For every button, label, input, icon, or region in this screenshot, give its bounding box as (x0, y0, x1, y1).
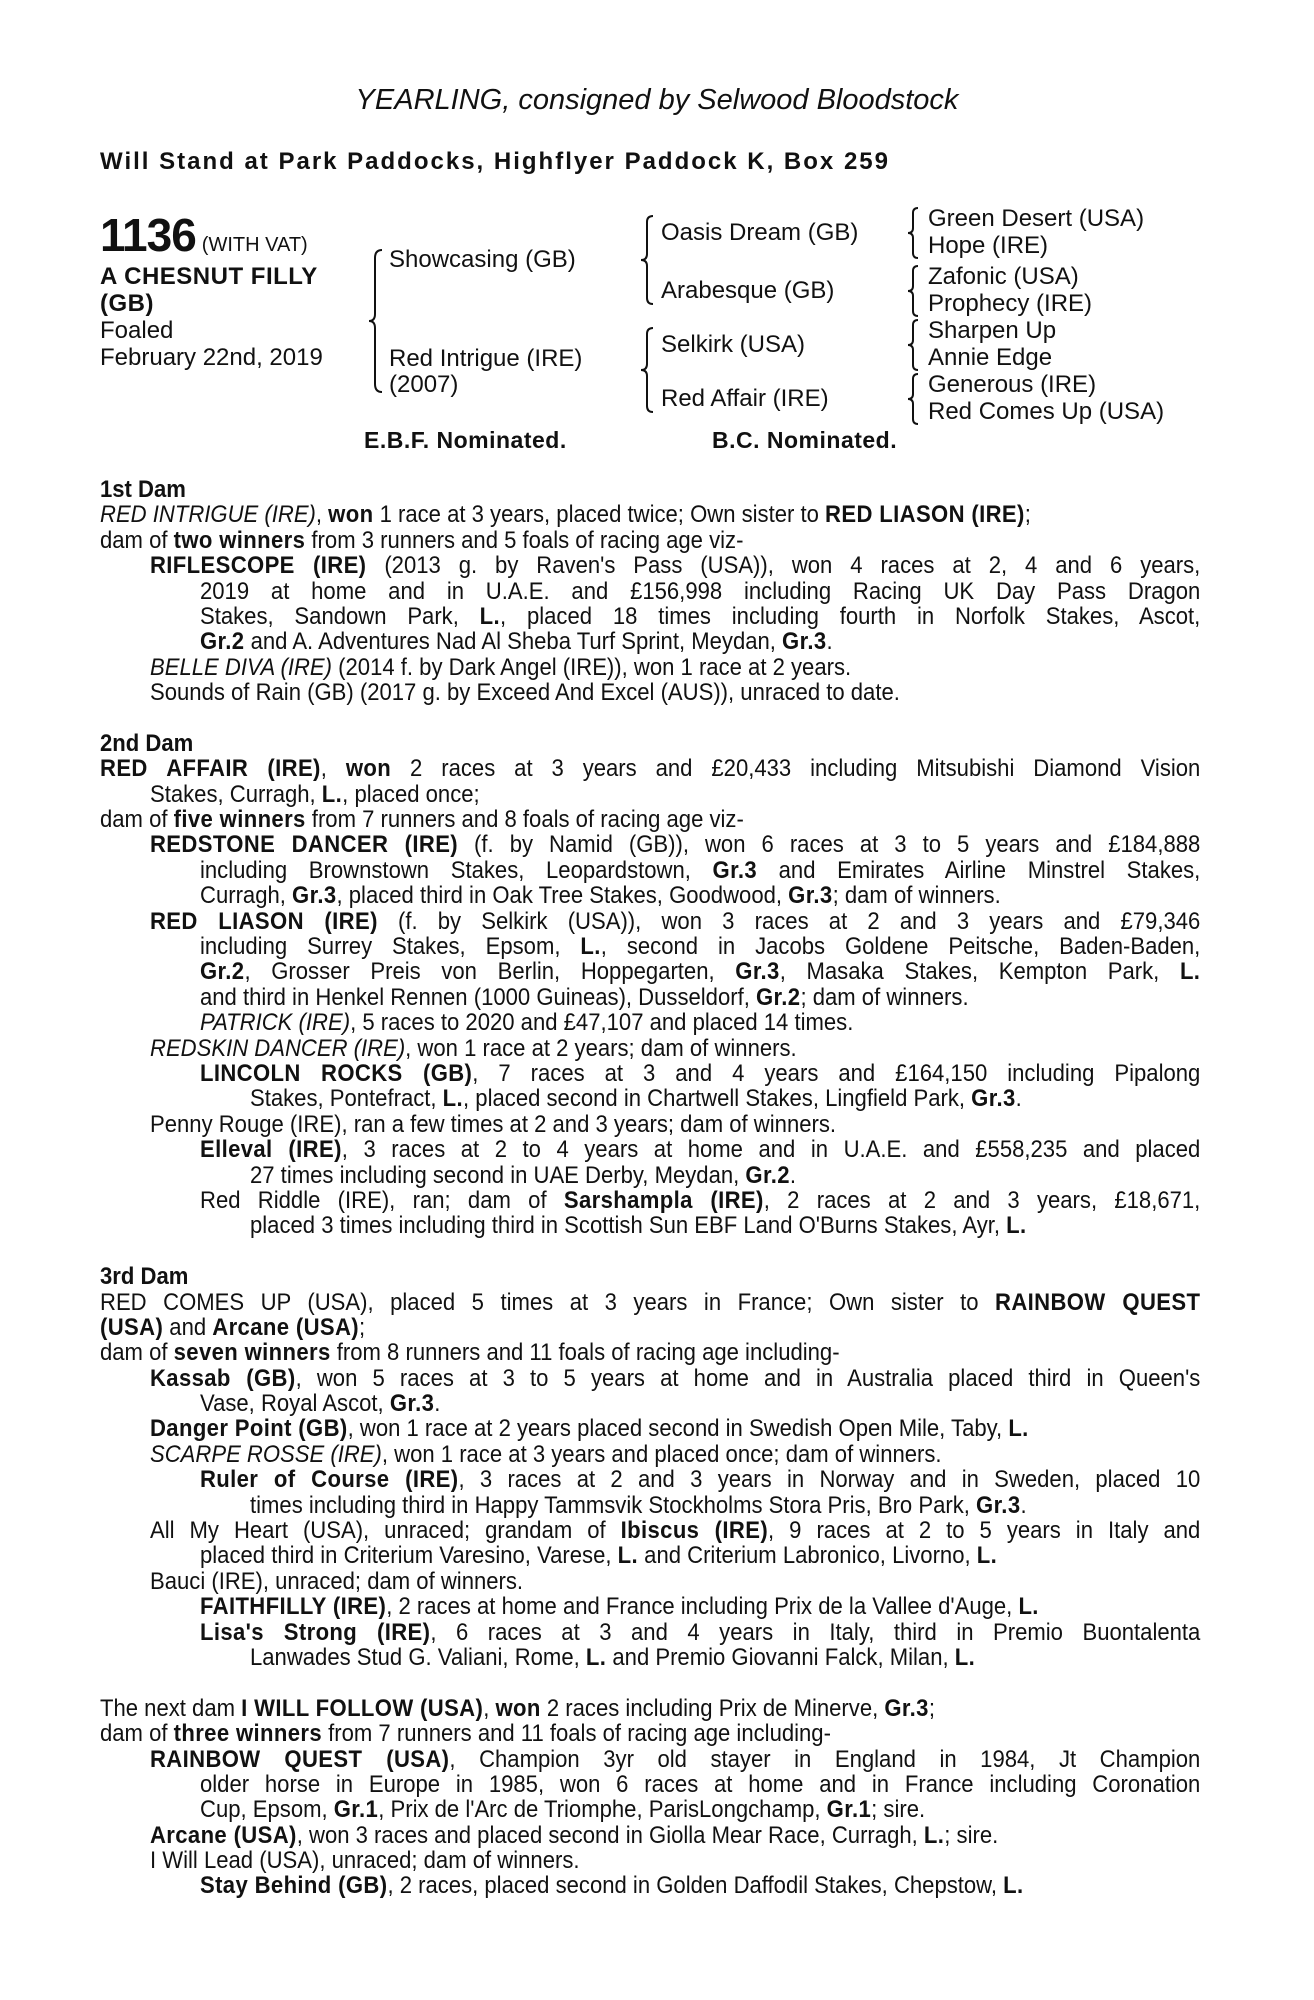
entry-line (250, 1086, 1200, 1111)
entry-line (100, 807, 1200, 832)
bold-text: Kassab (GB) (149, 1364, 296, 1392)
text: , Prix de l'Arc de Triomphe, ParisLongchamp, (378, 1796, 827, 1824)
entry-line (200, 1188, 1200, 1213)
bold-text: Gr.3 (292, 882, 337, 910)
entry-line (150, 1442, 1200, 1467)
text: 2019 at home and in U.A.E. and £156,998 including Racing UK Day Pass Dragon (199, 577, 1201, 605)
text: from 8 runners and 11 foals of racing age including- (330, 1339, 840, 1367)
text: , Champion 3yr old stayer in England in 1984, Jt Champion (449, 1745, 1201, 1773)
bold-text: Gr.3 (735, 958, 780, 986)
bold-text: L. (580, 933, 601, 961)
text: from 3 runners and 5 foals of racing age viz- (305, 526, 744, 554)
text: times including third in Happy Tammsvik Stockholms Stora Pris, Bro Park, (249, 1491, 977, 1519)
entry-line (200, 1391, 1200, 1416)
text: , 7 races at 3 and 4 years and £164,150 including Pipalong (472, 1059, 1201, 1087)
pedigree-entry (100, 1747, 1200, 1823)
entry-line (200, 959, 1200, 984)
entry-line (250, 1493, 1200, 1518)
text: (2013 g. by Raven's Pass (USA)), won 4 races at 2, 4 and 6 years, (366, 552, 1201, 580)
text: Vase, Royal Ascot, (199, 1390, 390, 1418)
text: , (483, 1694, 496, 1722)
entry-line (150, 1366, 1200, 1391)
text: placed third in Criterium Varesino, Varese, (199, 1542, 618, 1570)
bold-text: Gr.2 (199, 958, 245, 986)
text: 1 race at 3 years, placed twice; Own sister to (373, 501, 826, 529)
entry-line (200, 858, 1200, 883)
bold-text: Lisa's Strong (IRE) (199, 1618, 431, 1646)
text: dam of (100, 1720, 174, 1748)
text: , second in Jacobs Goldene Peitsche, Baden-Baden, (600, 933, 1201, 961)
entry-line (150, 909, 1200, 934)
pedigree-entry (100, 1467, 1200, 1518)
pedigree-entry (100, 680, 1200, 705)
pedigree-brace (905, 206, 921, 260)
bold-text: RAINBOW QUEST (995, 1288, 1201, 1316)
text: , (315, 501, 329, 529)
text: RED COMES UP (USA), placed 5 times at 3 years in France; Own sister to (100, 1288, 996, 1316)
pedigree-entry (100, 1340, 1200, 1365)
bold-text: Gr.2 (745, 1161, 790, 1189)
bold-text: Danger Point (GB) (149, 1415, 348, 1443)
bold-text: RED LIASON (IRE) (149, 907, 378, 935)
pedigree-entry (100, 1620, 1200, 1671)
entry-line (150, 1416, 1200, 1441)
text: , won 3 races and placed second in Giolla Mear Race, Curragh, (296, 1821, 924, 1849)
entry-line (200, 1543, 1200, 1568)
foaled-label: Foaled (100, 317, 174, 344)
section-heading: 3rd Dam (100, 1263, 189, 1291)
bold-text: Gr.3 (788, 882, 833, 910)
text: , won 5 races at 3 to 5 years at home and in Australia placed third in Queen's (295, 1364, 1201, 1392)
entry-line (100, 1340, 1200, 1365)
bold-text: three winners (173, 1720, 322, 1748)
text: 2 races at 3 years and £20,433 including Mitsubishi Diamond Vision (391, 755, 1201, 783)
foaled-date: February 22nd, 2019 (100, 344, 323, 371)
bold-text: Ibiscus (IRE) (620, 1517, 769, 1545)
text: Stakes, Sandown Park, (199, 602, 480, 630)
text: . (434, 1390, 441, 1418)
text: , 2 races at 2 and 3 years, £18,671, (763, 1186, 1201, 1214)
text: and A. Adventures Nad Al Sheba Turf Sprint, Meydan, (244, 628, 783, 656)
entry-line (150, 680, 1200, 705)
entry-line (150, 832, 1200, 857)
bold-text: L. (1008, 1415, 1029, 1443)
pedigree-entry (100, 1366, 1200, 1417)
entry-line (200, 1594, 1200, 1619)
pedigree-gen2-sire: Oasis Dream (GB) (661, 219, 859, 246)
pedigree-brace (638, 214, 656, 306)
bold-text: L. (976, 1542, 998, 1570)
text: , 9 races at 2 to 5 years in Italy and (768, 1517, 1201, 1545)
dam-section (100, 1696, 1200, 1899)
bold-text: L. (1006, 1212, 1027, 1240)
text: , placed second in Chartwell Stakes, Lingfield Park, (463, 1085, 972, 1113)
bold-text: L. (1018, 1593, 1039, 1621)
catalogue-body (100, 477, 1200, 1924)
text: Bauci (IRE), unraced; dam of winners. (149, 1567, 524, 1595)
bold-text: Sarshampla (IRE) (563, 1186, 764, 1214)
bold-text: won (328, 501, 374, 529)
text: , 2 races at home and France including Prix de la Vallee d'Auge, (386, 1593, 1019, 1621)
bold-text: FAITHFILLY (IRE) (199, 1593, 387, 1621)
bold-text: L. (1003, 1872, 1024, 1900)
text: ; (928, 1694, 935, 1722)
pedigree-entry (100, 1188, 1200, 1239)
bold-text: Gr.1 (826, 1796, 872, 1824)
pedigree-entry (100, 1010, 1200, 1035)
bold-text: RED LIASON (IRE) (825, 501, 1025, 529)
text: Penny Rouge (IRE), ran a few times at 2 and 3 years; dam of winners. (149, 1110, 837, 1138)
pedigree-entry (100, 807, 1200, 832)
text: , Grosser Preis von Berlin, Hoppegarten, (244, 958, 736, 986)
bold-text: Gr.3 (782, 628, 827, 656)
text: Lanwades Stud G. Valiani, Rome, (249, 1643, 586, 1671)
entry-line (150, 1036, 1200, 1061)
pedigree-gen3: Green Desert (USA) (928, 205, 1145, 232)
text: (f. by Namid (GB)), won 6 races at 3 to 5 years and £184,888 (458, 831, 1201, 859)
italic-text: SCARPE ROSSE (IRE) (149, 1440, 382, 1468)
consignment-title: YEARLING, consigned by Selwood Bloodstock (355, 84, 959, 116)
pedigree-entry (100, 1873, 1200, 1898)
pedigree-entry (100, 832, 1200, 908)
bold-text: REDSTONE DANCER (IRE) (149, 831, 459, 859)
pedigree-entry (100, 655, 1200, 680)
text: from 7 runners and 11 foals of racing age including- (321, 1720, 831, 1748)
bold-text: Ruler of Course (IRE) (199, 1466, 459, 1494)
text: I Will Lead (USA), unraced; dam of winners. (149, 1847, 580, 1875)
pedigree-entry (100, 553, 1200, 655)
pedigree-brace (366, 248, 386, 394)
text: All My Heart (USA), unraced; grandam of (149, 1517, 621, 1545)
text: older horse in Europe in 1985, won 6 races at home and in France including Coronation (199, 1770, 1201, 1798)
entry-line (200, 1797, 1200, 1822)
entry-line (150, 782, 1200, 807)
entry-line (150, 1569, 1200, 1594)
entry-line (200, 629, 1200, 654)
text: Stakes, Pontefract, (249, 1085, 443, 1113)
text: 2 races including Prix de Minerve, (540, 1694, 885, 1722)
bold-text: won (495, 1694, 541, 1722)
text: (2014 f. by Dark Angel (IRE)), won 1 race at 2 years. (332, 653, 852, 681)
bold-text: L. (442, 1085, 464, 1113)
text: ; sire. (944, 1821, 999, 1849)
text: , won 1 race at 2 years; dam of winners. (405, 1034, 797, 1062)
entry-line (100, 1315, 1200, 1340)
bold-text: Elleval (IRE) (199, 1136, 342, 1164)
pedigree-entry (100, 1594, 1200, 1619)
bold-text: LINCOLN ROCKS (GB) (199, 1059, 473, 1087)
pedigree-entry (100, 1823, 1200, 1848)
bold-text: L. (923, 1821, 945, 1849)
pedigree-brace (905, 318, 921, 372)
bold-text: Arcane (USA) (149, 1821, 297, 1849)
pedigree-entry (100, 502, 1200, 527)
bold-text: Gr.3 (976, 1491, 1021, 1519)
dam-section (100, 1264, 1200, 1670)
entry-line (200, 934, 1200, 959)
pedigree-brace (905, 372, 921, 426)
text: dam of (100, 806, 174, 834)
italic-text: REDSKIN DANCER (IRE) (149, 1034, 406, 1062)
bold-text: RED AFFAIR (IRE) (100, 755, 321, 783)
pedigree-entry (100, 1416, 1200, 1441)
dam-section (100, 731, 1200, 1239)
bold-text: L. (321, 780, 343, 808)
bold-text: Arcane (USA) (212, 1313, 360, 1341)
entry-line (250, 1645, 1200, 1670)
entry-line (150, 1747, 1200, 1772)
bc-nominated: B.C. Nominated. (712, 427, 898, 453)
entry-line (150, 1112, 1200, 1137)
text: , placed once; (342, 780, 480, 808)
entry-line (200, 1873, 1200, 1898)
pedigree-gen3: Red Comes Up (USA) (928, 398, 1165, 425)
entry-line (100, 1290, 1200, 1315)
text: and Criterium Labronico, Livorno, (638, 1542, 977, 1570)
bold-text: RIFLESCOPE (IRE) (149, 552, 367, 580)
text: , 3 races at 2 and 3 years in Norway and in Sweden, placed 10 (458, 1466, 1201, 1494)
pedigree-gen3: Generous (IRE) (928, 371, 1097, 398)
text: , 3 races at 2 to 4 years at home and in U.A.E. and £558,235 and placed (341, 1136, 1201, 1164)
bold-text: L. (954, 1643, 976, 1671)
entry-line (100, 1721, 1200, 1746)
entry-line (200, 1061, 1200, 1086)
entry-line (200, 1620, 1200, 1645)
section-heading: 2nd Dam (100, 729, 194, 757)
pedigree-gen3: Hope (IRE) (928, 232, 1049, 259)
text: , 6 races at 3 and 4 years in Italy, third in Premio Buontalenta (430, 1618, 1201, 1646)
pedigree-gen3: Sharpen Up (928, 317, 1057, 344)
text: Sounds of Rain (GB) (2017 g. by Exceed And Excel (AUS)), unraced to date. (149, 679, 900, 707)
entry-line (150, 655, 1200, 680)
pedigree-entry (100, 1442, 1200, 1467)
text: ; (359, 1313, 366, 1341)
entry-line (200, 1772, 1200, 1797)
entry-line (100, 502, 1200, 527)
text: Curragh, (199, 882, 293, 910)
text: , won 1 race at 3 years and placed once; dam of winners. (381, 1440, 942, 1468)
text: ; sire. (871, 1796, 926, 1824)
entry-line (150, 1823, 1200, 1848)
text: and third in Henkel Rennen (1000 Guineas), Dusseldorf, (199, 983, 757, 1011)
entry-line (200, 1137, 1200, 1162)
bold-text: five winners (173, 806, 306, 834)
horse-name: A CHESNUT FILLY (100, 263, 318, 290)
italic-text: RED INTRIGUE (IRE) (100, 501, 316, 529)
text: The next dam (100, 1694, 242, 1722)
pedigree-entry (100, 1518, 1200, 1569)
pedigree-entry (100, 1290, 1200, 1341)
pedigree-gen2-dam: Red Affair (IRE) (661, 385, 829, 412)
text: Cup, Epsom, (199, 1796, 334, 1824)
bold-text: Gr.3 (884, 1694, 929, 1722)
text: dam of (100, 1339, 174, 1367)
pedigree-gen2-sire: Selkirk (USA) (661, 331, 806, 358)
entry-line (250, 1213, 1200, 1238)
italic-text: PATRICK (IRE) (199, 1009, 351, 1037)
entry-line (200, 579, 1200, 604)
pedigree-gen2-dam: Arabesque (GB) (661, 277, 835, 304)
horse-name-country: (GB) (100, 290, 154, 317)
text: , placed third in Oak Tree Stakes, Goodwood, (336, 882, 789, 910)
text: and Emirates Airline Minstrel Stakes, (756, 856, 1201, 884)
entry-line (100, 756, 1200, 781)
text: , 2 races, placed second in Golden Daffodil Stakes, Chepstow, (387, 1872, 1004, 1900)
bold-text: seven winners (173, 1339, 331, 1367)
bold-text: Gr.3 (971, 1085, 1016, 1113)
text: . (826, 628, 833, 656)
bold-text: Gr.3 (712, 856, 757, 884)
entry-line (200, 1010, 1200, 1035)
text: including Brownstown Stakes, Leopardstown, (199, 856, 713, 884)
bold-text: Gr.3 (389, 1390, 435, 1418)
pedigree-entry (100, 756, 1200, 807)
pedigree-gen3: Zafonic (USA) (928, 263, 1079, 290)
text: , 5 races to 2020 and £47,107 and placed 14 times. (350, 1009, 854, 1037)
text: and Premio Giovanni Falck, Milan, (606, 1643, 955, 1671)
text: , placed 18 times including fourth in Norfolk Stakes, Ascot, (500, 602, 1201, 630)
text: . (1020, 1491, 1027, 1519)
bold-text: won (345, 755, 392, 783)
entry-line (150, 1848, 1200, 1873)
bold-text: L. (585, 1643, 607, 1671)
bold-text: L. (617, 1542, 639, 1570)
dam-section (100, 477, 1200, 706)
section-heading: 1st Dam (100, 476, 186, 503)
entry-line (200, 883, 1200, 908)
text: Stakes, Curragh, (149, 780, 322, 808)
text: from 7 runners and 8 foals of racing age viz- (305, 806, 744, 834)
text: 27 times including second in UAE Derby, Meydan, (249, 1161, 746, 1189)
pedigree-entry (100, 1569, 1200, 1594)
bold-text: Gr.1 (333, 1796, 379, 1824)
bold-text: Stay Behind (GB) (199, 1872, 388, 1900)
text: ; dam of winners. (832, 882, 1001, 910)
pedigree-entry (100, 1137, 1200, 1188)
entry-line (100, 528, 1200, 553)
pedigree-entry (100, 528, 1200, 553)
bold-text: L. (1179, 958, 1201, 986)
vat-note: (WITH VAT) (201, 234, 308, 256)
pedigree-gen3: Prophecy (IRE) (928, 290, 1093, 317)
ebf-nominated: E.B.F. Nominated. (364, 427, 567, 453)
pedigree-entry (100, 1848, 1200, 1873)
text: . (1015, 1085, 1022, 1113)
text: (f. by Selkirk (USA)), won 3 races at 2 and 3 years and £79,346 (377, 907, 1201, 935)
text: . (789, 1161, 796, 1189)
entry-line (100, 1696, 1200, 1721)
pedigree-entry (100, 1036, 1200, 1061)
text: placed 3 times including third in Scottish Sun EBF Land O'Burns Stakes, Ayr, (249, 1212, 1007, 1240)
pedigree-entry (100, 1696, 1200, 1721)
bold-text: (USA) (100, 1313, 164, 1341)
text: and (163, 1313, 213, 1341)
lot-number (100, 208, 308, 262)
bold-text: Gr.2 (756, 983, 801, 1011)
text: dam of (100, 526, 174, 554)
entry-line (150, 1518, 1200, 1543)
bold-text: L. (479, 602, 501, 630)
bold-text: RAINBOW QUEST (USA) (149, 1745, 450, 1773)
pedigree-entry (100, 1061, 1200, 1112)
stand-location: Will Stand at Park Paddocks, Highflyer Paddock K, Box 259 (100, 148, 890, 175)
text: , Masaka Stakes, Kempton Park, (779, 958, 1180, 986)
pedigree-gen3: Annie Edge (928, 344, 1053, 371)
lot-number-value: 1136 (100, 209, 196, 261)
pedigree-entry (100, 1721, 1200, 1746)
pedigree-dam: Red Intrigue (IRE) (389, 345, 583, 372)
entry-line (200, 1467, 1200, 1492)
entry-line (200, 604, 1200, 629)
bold-text: I WILL FOLLOW (USA) (241, 1694, 484, 1722)
bold-text: Gr.2 (199, 628, 245, 656)
pedigree-brace (905, 264, 921, 318)
entry-line (200, 985, 1200, 1010)
text: Red Riddle (IRE), ran; dam of (199, 1186, 564, 1214)
pedigree-dam-year: (2007) (389, 371, 459, 398)
pedigree-brace (638, 326, 656, 414)
pedigree-entry (100, 1112, 1200, 1137)
pedigree-sire: Showcasing (GB) (389, 246, 576, 273)
pedigree-entry (100, 909, 1200, 1011)
bold-text: two winners (173, 526, 306, 554)
text: ; dam of winners. (800, 983, 969, 1011)
dam-sections (100, 477, 1200, 1899)
text: , won 1 race at 2 years placed second in Swedish Open Mile, Taby, (347, 1415, 1009, 1443)
text: including Surrey Stakes, Epsom, (199, 933, 581, 961)
entry-line (150, 553, 1200, 578)
entry-line (250, 1163, 1200, 1188)
text: ; (1024, 501, 1031, 529)
text: , (320, 755, 346, 783)
italic-text: BELLE DIVA (IRE) (149, 653, 333, 681)
